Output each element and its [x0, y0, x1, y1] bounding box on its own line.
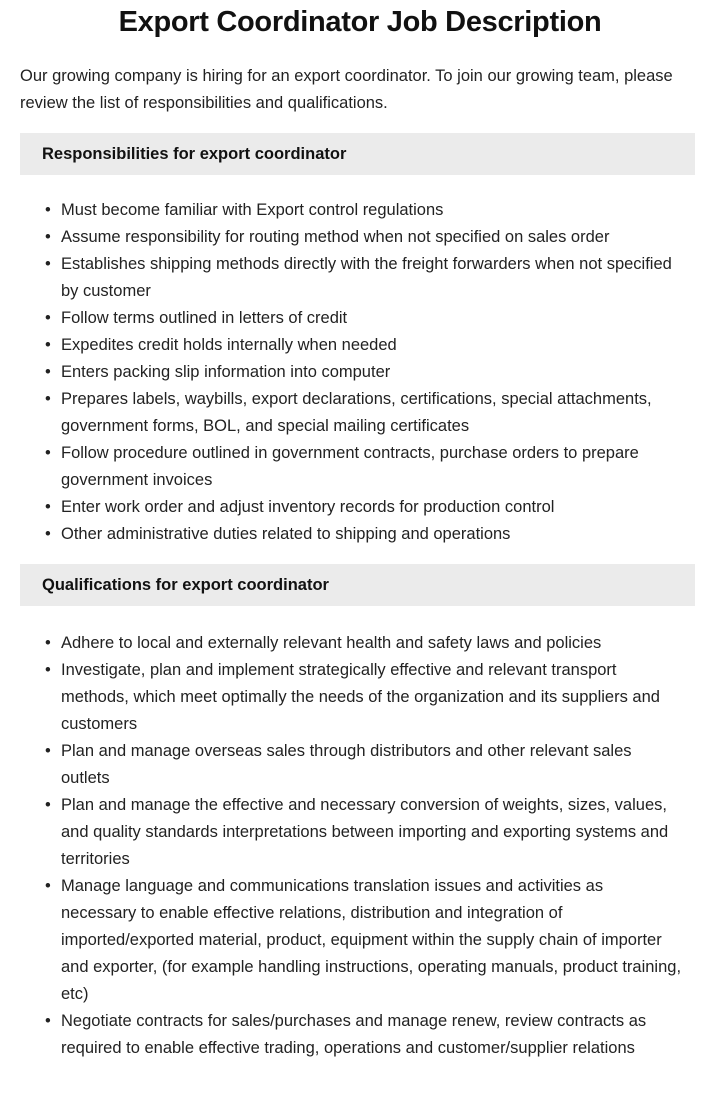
list-item: • Must become familiar with Export control regulations [20, 197, 682, 224]
list-item: • Establishes shipping methods directly with the freight forwarders when not specified by customer [20, 251, 682, 305]
list-item: • Enter work order and adjust inventory records for production control [20, 494, 682, 521]
responsibilities-list [20, 197, 700, 548]
section-heading-qualifications: Qualifications for export coordinator [20, 564, 695, 606]
list-item: • Plan and manage the effective and necessary conversion of weights, sizes, values, and quality standards interpretations between importing and exporting systems and territories [20, 792, 682, 873]
list-item: • Follow procedure outlined in government contracts, purchase orders to prepare government invoices [20, 440, 682, 494]
list-item: • Adhere to local and externally relevant health and safety laws and policies [20, 630, 682, 657]
list-item: • Plan and manage overseas sales through distributors and other relevant sales outlets [20, 738, 682, 792]
list-item: • Other administrative duties related to shipping and operations [20, 521, 682, 548]
list-item: • Manage language and communications translation issues and activities as necessary to enable effective relations, distribution and integration of imported/exported material, product, equipment within the supply chain of importer and exporter, (for example handling instructions, operating manuals, product training, etc) [20, 873, 682, 1008]
section-responsibilities [20, 133, 700, 548]
list-item: • Expedites credit holds internally when needed [20, 332, 682, 359]
list-item: • Enters packing slip information into computer [20, 359, 682, 386]
intro-paragraph: Our growing company is hiring for an export coordinator. To join our growing team, please review the list of responsibilities and qualifications. [20, 67, 673, 112]
list-item: • Follow terms outlined in letters of credit [20, 305, 682, 332]
list-item: • Assume responsibility for routing method when not specified on sales order [20, 224, 682, 251]
list-item: • Investigate, plan and implement strategically effective and relevant transport methods, which meet optimally the needs of the organization and its suppliers and customers [20, 657, 682, 738]
section-qualifications [20, 564, 700, 1062]
page-title: Export Coordinator Job Description [118, 6, 602, 38]
qualifications-list [20, 630, 700, 1062]
list-item: • Negotiate contracts for sales/purchases and manage renew, review contracts as required to enable effective trading, operations and customer/supplier relations [20, 1008, 682, 1062]
list-item: • Prepares labels, waybills, export declarations, certifications, special attachments, government forms, BOL, and special mailing certificates [20, 386, 682, 440]
section-heading-responsibilities: Responsibilities for export coordinator [20, 133, 695, 175]
